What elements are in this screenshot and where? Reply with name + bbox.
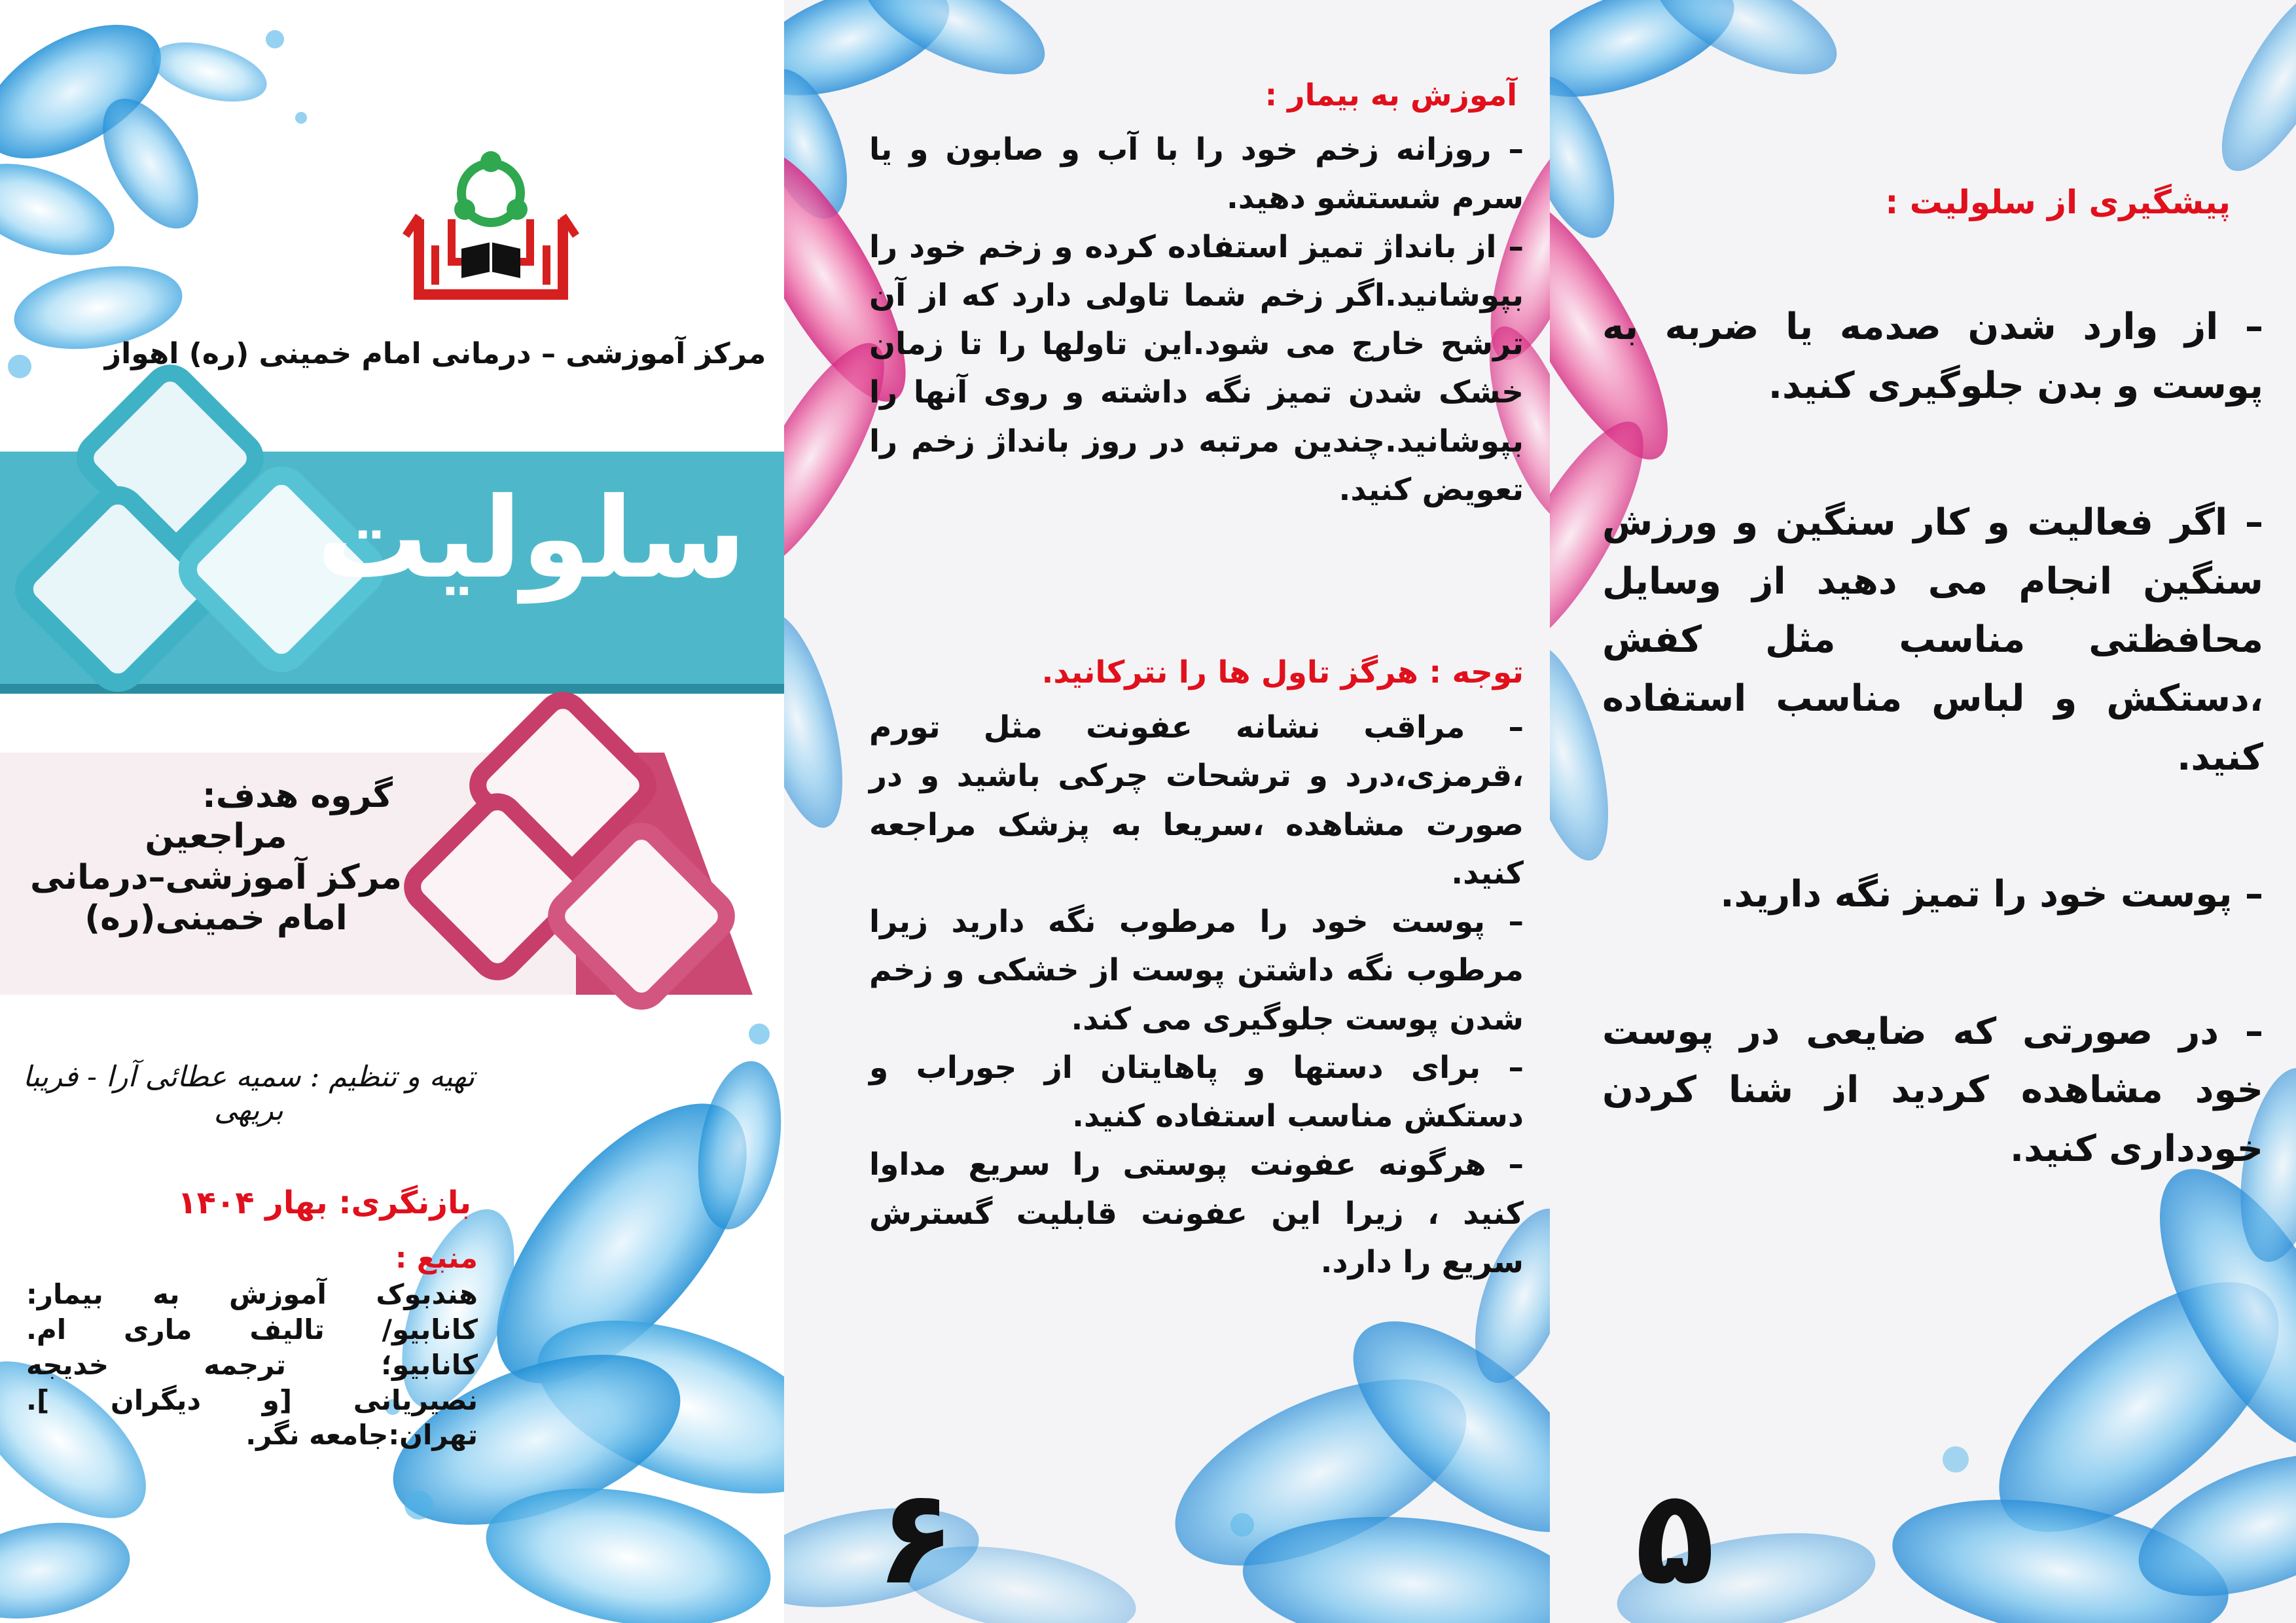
target-group-line: مرکز آموزشی–درمانی <box>29 857 402 897</box>
list-item: – مراقب نشانه عفونت مثل تورم ،قرمزی،درد و ترشحات چرکی باشید و در صورت مشاهده ،سریعا به پزشک مراجعه کنید. <box>869 709 1524 891</box>
list-item: – روزانه زخم خود را با آب و صابون و یا سرم شستشو دهید. <box>869 132 1524 217</box>
section-heading-patient-education: آموزش به بیمار : <box>1265 77 1517 113</box>
prepared-by: تهیه و تنظیم : سمیه عطائی آرا - فریبا بریهی <box>22 1060 475 1127</box>
list-item: – پوست خود را تمیز نگه دارید. <box>1720 873 2263 916</box>
institution-name: مرکز آموزشی – درمانی امام خمینی (ره) اهواز <box>104 337 766 370</box>
source-block <box>26 1240 478 1453</box>
list-item: – اگر فعالیت و کار سنگین و ورزش سنگین انجام می دهید از وسایل محافظتی مناسب مثل کفش ،دستکش و لباس مناسب استفاده کنید. <box>1602 501 2263 779</box>
target-group-line: مراجعین <box>145 817 287 857</box>
source-line: کانابیو/ تالیف ماری ام. <box>26 1313 478 1346</box>
target-group-line: امام خمینی(ره) <box>84 899 348 938</box>
list-item: – از بانداژ تمیز استفاده کرده و زخم خود را بپوشانید.اگر زخم شما تاولی دارد که از آن ترشح خارج می شود.این تاولها را تا زمان خشک شدن تمیز نگه داشته و روی آنها را بپوشانید.چندین مرتبه در روز بانداژ زخم را تعویض کنید. <box>869 228 1524 508</box>
source-heading: منبع : <box>395 1241 478 1275</box>
source-line: تهران:جامعه نگر. <box>245 1419 478 1452</box>
cover-panel <box>0 0 784 1623</box>
target-group-heading: گروه هدف: <box>202 776 393 815</box>
source-line: نصیریانی [و دیگران ]. <box>26 1383 478 1416</box>
list-item: – برای دستها و پاهایتان از جوراب و دستکش مناسب استفاده کنید. <box>869 1049 1524 1134</box>
panel-page-5 <box>1550 0 2296 1623</box>
warning-note: توجه : هرگز تاول ها را نترکانید. <box>1041 654 1524 690</box>
book-icon <box>461 242 520 278</box>
revision-date: بازنگری: بهار ۱۴۰۴ <box>177 1185 471 1221</box>
source-line: کانابیو؛ ترجمه خدیجه <box>26 1348 478 1381</box>
section-heading-prevention: پیشگیری از سلولیت : <box>1885 183 2231 221</box>
panel6-body-a <box>869 126 1524 514</box>
list-item: – از وارد شدن صدمه یا ضربه به پوست و بدن جلوگیری کنید. <box>1602 306 2263 407</box>
target-group <box>13 776 419 939</box>
panel-page-6 <box>784 0 1550 1623</box>
panel6-body-b <box>869 704 1524 1287</box>
logo-emblem-icon <box>399 147 583 301</box>
list-item: – هرگونه عفونت پوستی را سریع مداوا کنید ، زیرا این عفونت قابلیت گسترش سریع را دارد. <box>869 1147 1524 1280</box>
list-item: – در صورتی که ضایعی در پوست خود مشاهده کردید از شنا کردن خودداری کنید. <box>1602 1010 2263 1170</box>
page-title: سلولیت <box>316 474 746 603</box>
page-number: ۶ <box>876 1461 956 1614</box>
list-item: – پوست خود را مرطوب نگه دارید زیرا مرطوب نگه داشتن پوست از خشکی و زخم شدن پوست جلوگیری می کند. <box>869 904 1524 1037</box>
source-line: هندبوک آموزش به بیمار: <box>26 1278 478 1311</box>
panel5-body <box>1602 298 2263 1179</box>
page-number: ۵ <box>1635 1461 1715 1614</box>
